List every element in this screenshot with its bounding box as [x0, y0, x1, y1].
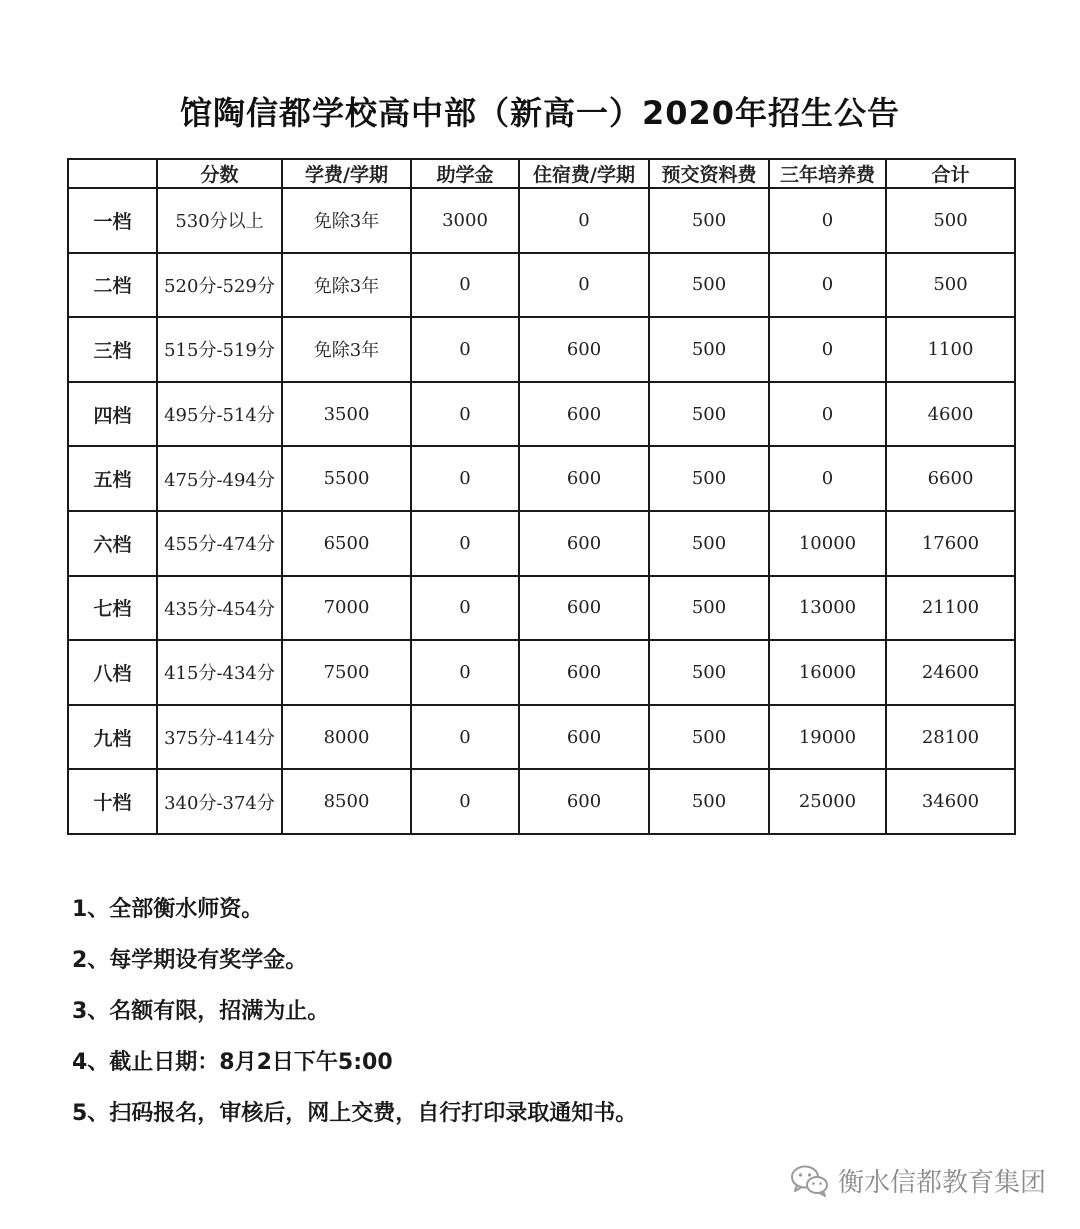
fee-table	[67, 158, 1016, 835]
table-cell: 500	[649, 640, 769, 705]
table-cell: 24600	[886, 640, 1015, 705]
table-cell: 600	[519, 382, 649, 447]
header-cell: 分数	[157, 159, 282, 188]
table-cell: 25000	[769, 769, 886, 834]
table-cell: 455分-474分	[157, 511, 282, 576]
table-cell: 600	[519, 769, 649, 834]
table-row	[68, 188, 1015, 253]
table-cell: 500	[649, 705, 769, 770]
table-row	[68, 640, 1015, 705]
table-cell: 600	[519, 705, 649, 770]
table-cell: 500	[886, 188, 1015, 253]
note-item: 5、扫码报名，审核后，网上交费，自行打印录取通知书。	[72, 1101, 638, 1126]
header-cell: 预交资料费	[649, 159, 769, 188]
table-row	[68, 769, 1015, 834]
table-cell: 0	[411, 640, 519, 705]
table-cell: 7000	[282, 576, 411, 641]
table-cell: 0	[411, 576, 519, 641]
table-cell: 600	[519, 640, 649, 705]
tier-label: 二档	[68, 253, 157, 318]
table-cell: 21100	[886, 576, 1015, 641]
table-cell: 0	[769, 446, 886, 511]
table-cell: 415分-434分	[157, 640, 282, 705]
watermark-text: 衡水信都教育集团	[837, 1168, 1046, 1198]
table-cell: 495分-514分	[157, 382, 282, 447]
tier-label: 七档	[68, 576, 157, 641]
table-cell: 600	[519, 317, 649, 382]
table-cell: 530分以上	[157, 188, 282, 253]
table-cell: 0	[769, 188, 886, 253]
header-cell: 合计	[886, 159, 1015, 188]
table-cell: 375分-414分	[157, 705, 282, 770]
table-cell: 500	[649, 253, 769, 318]
table-cell: 500	[649, 188, 769, 253]
tier-label: 八档	[68, 640, 157, 705]
table-cell: 0	[519, 188, 649, 253]
table-cell: 340分-374分	[157, 769, 282, 834]
table-cell: 0	[769, 382, 886, 447]
table-cell: 520分-529分	[157, 253, 282, 318]
table-cell: 0	[411, 705, 519, 770]
table-cell: 6600	[886, 446, 1015, 511]
notes-list	[72, 890, 1032, 1145]
table-cell: 4600	[886, 382, 1015, 447]
table-cell: 5500	[282, 446, 411, 511]
table-cell: 16000	[769, 640, 886, 705]
table-cell: 7500	[282, 640, 411, 705]
table-cell: 1100	[886, 317, 1015, 382]
table-cell: 3500	[282, 382, 411, 447]
table-cell: 0	[411, 511, 519, 576]
tier-label: 十档	[68, 769, 157, 834]
header-cell: 助学金	[411, 159, 519, 188]
table-cell: 34600	[886, 769, 1015, 834]
table-cell: 8500	[282, 769, 411, 834]
table-cell: 500	[649, 446, 769, 511]
table-cell: 19000	[769, 705, 886, 770]
note-item: 2、每学期设有奖学金。	[72, 948, 308, 973]
table-cell: 500	[649, 576, 769, 641]
wechat-icon	[790, 1164, 830, 1198]
tier-label: 三档	[68, 317, 157, 382]
table-cell: 0	[519, 253, 649, 318]
table-cell: 500	[649, 769, 769, 834]
table-cell: 17600	[886, 511, 1015, 576]
tier-label: 四档	[68, 382, 157, 447]
table-cell: 3000	[411, 188, 519, 253]
table-cell: 500	[649, 511, 769, 576]
table-cell: 0	[411, 446, 519, 511]
table-row	[68, 317, 1015, 382]
table-cell: 13000	[769, 576, 886, 641]
table-row	[68, 446, 1015, 511]
table-cell: 500	[649, 317, 769, 382]
table-cell: 0	[411, 253, 519, 318]
table-cell: 免除3年	[282, 188, 411, 253]
table-cell: 600	[519, 576, 649, 641]
tier-label: 五档	[68, 446, 157, 511]
table-row	[68, 705, 1015, 770]
table-cell: 8000	[282, 705, 411, 770]
table-cell: 免除3年	[282, 317, 411, 382]
table-cell: 500	[649, 382, 769, 447]
note-item: 4、截止日期：8月2日下午5:00	[72, 1050, 393, 1075]
table-cell: 515分-519分	[157, 317, 282, 382]
table-cell: 6500	[282, 511, 411, 576]
tier-label: 九档	[68, 705, 157, 770]
table-row	[68, 253, 1015, 318]
note-item: 3、名额有限，招满为止。	[72, 999, 330, 1024]
page-title: 馆陶信都学校高中部（新高一）2020年招生公告	[179, 94, 901, 132]
header-cell	[68, 159, 157, 188]
table-cell: 0	[769, 317, 886, 382]
table-cell: 500	[886, 253, 1015, 318]
table-cell: 0	[411, 382, 519, 447]
header-cell: 住宿费/学期	[519, 159, 649, 188]
table-cell: 0	[411, 769, 519, 834]
header-cell: 三年培养费	[769, 159, 886, 188]
table-cell: 0	[411, 317, 519, 382]
table-cell: 600	[519, 511, 649, 576]
table-row	[68, 511, 1015, 576]
table-cell: 435分-454分	[157, 576, 282, 641]
table-cell: 475分-494分	[157, 446, 282, 511]
note-item: 1、全部衡水师资。	[72, 897, 264, 922]
table-row	[68, 576, 1015, 641]
table-row	[68, 382, 1015, 447]
tier-label: 六档	[68, 511, 157, 576]
table-cell: 600	[519, 446, 649, 511]
tier-label: 一档	[68, 188, 157, 253]
watermark	[790, 1162, 1046, 1199]
header-cell: 学费/学期	[282, 159, 411, 188]
table-cell: 10000	[769, 511, 886, 576]
table-header-row	[68, 159, 1015, 188]
table-cell: 免除3年	[282, 253, 411, 318]
table-cell: 28100	[886, 705, 1015, 770]
table-cell: 0	[769, 253, 886, 318]
